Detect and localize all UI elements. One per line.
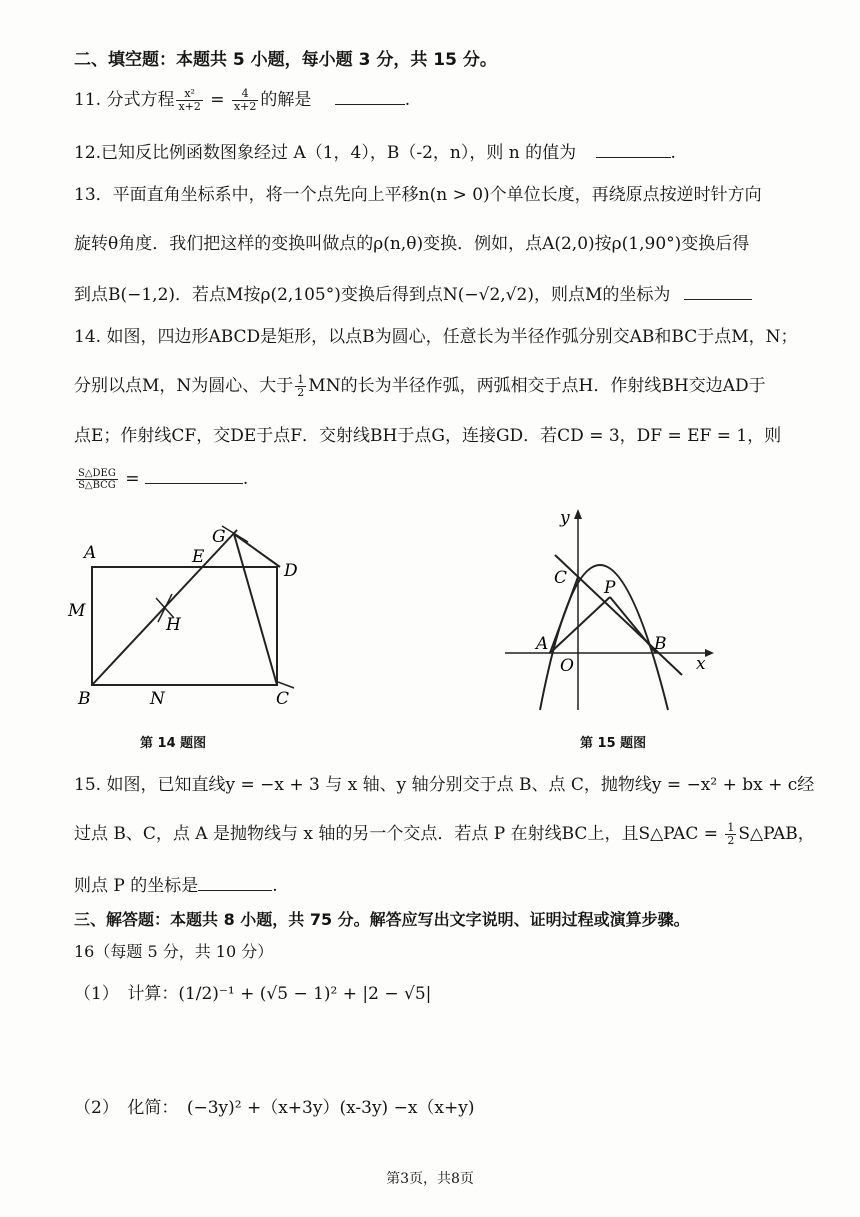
q15-half-den: 2 bbox=[727, 834, 735, 848]
arc-mark-c bbox=[278, 682, 294, 688]
q15-end: . bbox=[272, 876, 278, 896]
q11-frac2-num: 4 bbox=[232, 88, 258, 101]
label-y: y bbox=[560, 508, 570, 528]
q15-line1: 15. 如图，已知直线y = −x + 3 与 x 轴、y 轴分别交于点 B、点 C，抛物线y = −x² + bx + c经 bbox=[74, 775, 815, 795]
x-axis-arrow bbox=[705, 649, 714, 657]
segment-ac bbox=[550, 577, 578, 653]
q12-text: 12.已知反比例函数图象经过 A（1，4），B（-2，n），则 n 的值为 bbox=[74, 143, 577, 163]
q11-frac1-den: x+2 bbox=[178, 100, 201, 114]
label-a: A bbox=[84, 543, 97, 563]
q11-prefix: 11. 分式方程 bbox=[74, 90, 175, 111]
label-c: C bbox=[554, 568, 568, 588]
line-bc bbox=[555, 555, 682, 675]
figure-15-caption: 第 15 题图 bbox=[580, 736, 647, 751]
q15-line3-text: 则点 P 的坐标是 bbox=[74, 876, 199, 896]
label-g: G bbox=[212, 527, 226, 547]
q14-answer-blank[interactable] bbox=[145, 483, 243, 484]
q14-line2-b: MN的长为半径作弧，两弧相交于点H．作射线BH交边AD于 bbox=[308, 376, 766, 397]
q11-frac1-num: x² bbox=[176, 88, 202, 101]
segment-pb bbox=[610, 597, 656, 653]
label-p: P bbox=[604, 578, 616, 598]
q11-suffix: 的解是 bbox=[260, 90, 312, 111]
label-d: D bbox=[284, 561, 298, 581]
q14-ratio-den: S△BCG bbox=[78, 480, 116, 491]
q13-line3-text: 到点B(−1,2)．若点M按ρ(2,105°)变换后得到点N(−√2,√2)，则点M的坐标为 bbox=[74, 285, 671, 305]
q14-ratio-fraction bbox=[76, 468, 118, 491]
figure-14 bbox=[62, 522, 322, 712]
q15-line3 bbox=[74, 876, 278, 896]
q15-line2-a: 过点 B、C，点 A 是抛物线与 x 轴的另一个交点．若点 P 在射线BC上，且S△PAC = bbox=[74, 824, 724, 845]
q13-line1: 13．平面直角坐标系中，将一个点先向上平移n(n > 0)个单位长度，再绕原点按逆时针方向 bbox=[74, 185, 762, 205]
q15-half-num: 1 bbox=[727, 821, 735, 834]
q14-half-den: 2 bbox=[297, 386, 305, 400]
section3-heading: 三、解答题：本题共 8 小题，共 75 分。解答应写出文字说明、证明过程或演算步骤。 bbox=[74, 910, 690, 929]
label-b: B bbox=[654, 634, 667, 654]
q14-ratio-eq: = bbox=[119, 469, 140, 489]
label-b: B bbox=[78, 689, 91, 709]
question-11 bbox=[74, 88, 410, 113]
q14-ratio-num: S△DEG bbox=[78, 468, 116, 479]
q14-line2-a: 分别以点M，N为圆心、大于 bbox=[74, 376, 294, 397]
q11-frac2-den: x+2 bbox=[233, 100, 257, 114]
q14-line3: 点E；作射线CF，交DE于点F．交射线BH于点G，连接GD．若CD = 3，DF = EF = 1，则 bbox=[74, 426, 782, 446]
q15-answer-blank[interactable] bbox=[198, 890, 272, 891]
q13-answer-blank[interactable] bbox=[684, 299, 752, 300]
label-x: x bbox=[696, 654, 706, 674]
q11-fraction-2 bbox=[232, 88, 258, 113]
q15-line2 bbox=[74, 822, 815, 847]
q16-part1: （1） 计算：(1/2)⁻¹ + (√5 − 1)² + |2 − √5| bbox=[74, 984, 432, 1004]
q12-end: . bbox=[670, 143, 676, 163]
q11-fraction-1 bbox=[176, 88, 202, 113]
q12-answer-blank[interactable] bbox=[596, 157, 671, 158]
segment-cg bbox=[234, 534, 277, 685]
q14-end: . bbox=[242, 469, 249, 489]
q14-half-num: 1 bbox=[297, 373, 305, 386]
label-o: O bbox=[560, 656, 574, 676]
label-h: H bbox=[166, 615, 181, 635]
label-c: C bbox=[276, 689, 290, 709]
q14-half-fraction bbox=[295, 374, 306, 399]
label-e: E bbox=[192, 547, 205, 567]
segment-ap bbox=[550, 597, 610, 653]
q11-end: . bbox=[404, 90, 411, 111]
figure-15 bbox=[500, 505, 720, 715]
segment-gd bbox=[234, 534, 280, 567]
q11-answer-blank[interactable] bbox=[335, 104, 405, 105]
q15-line2-b: S△PAB， bbox=[738, 824, 815, 845]
question-12 bbox=[74, 143, 676, 163]
label-n: N bbox=[150, 689, 165, 709]
q16-part2: （2） 化简： (−3y)² +（x+3y）(x-3y) −x（x+y) bbox=[74, 1098, 475, 1118]
q14-line1: 14. 如图，四边形ABCD是矩形，以点B为圆心，任意长为半径作弧分别交AB和BC于点M，N； bbox=[74, 327, 798, 347]
q13-line3 bbox=[74, 285, 752, 305]
label-m: M bbox=[68, 601, 86, 621]
figure-14-caption: 第 14 题图 bbox=[140, 736, 207, 751]
q13-line2: 旋转θ角度．我们把这样的变换叫做点的ρ(n,θ)变换．例如，点A(2,0)按ρ(1,90°)变换后得 bbox=[74, 234, 750, 254]
q14-ratio-line bbox=[74, 468, 248, 491]
y-axis-arrow bbox=[574, 509, 582, 519]
label-a: A bbox=[536, 634, 549, 654]
page-footer: 第3页，共8页 bbox=[386, 1171, 474, 1187]
section2-heading: 二、填空题：本题共 5 小题，每小题 3 分，共 15 分。 bbox=[74, 50, 497, 70]
q14-line2 bbox=[74, 374, 766, 399]
q15-half-fraction bbox=[725, 822, 736, 847]
q16-head: 16（每题 5 分，共 10 分） bbox=[74, 942, 274, 961]
q11-eq: = bbox=[204, 90, 230, 111]
